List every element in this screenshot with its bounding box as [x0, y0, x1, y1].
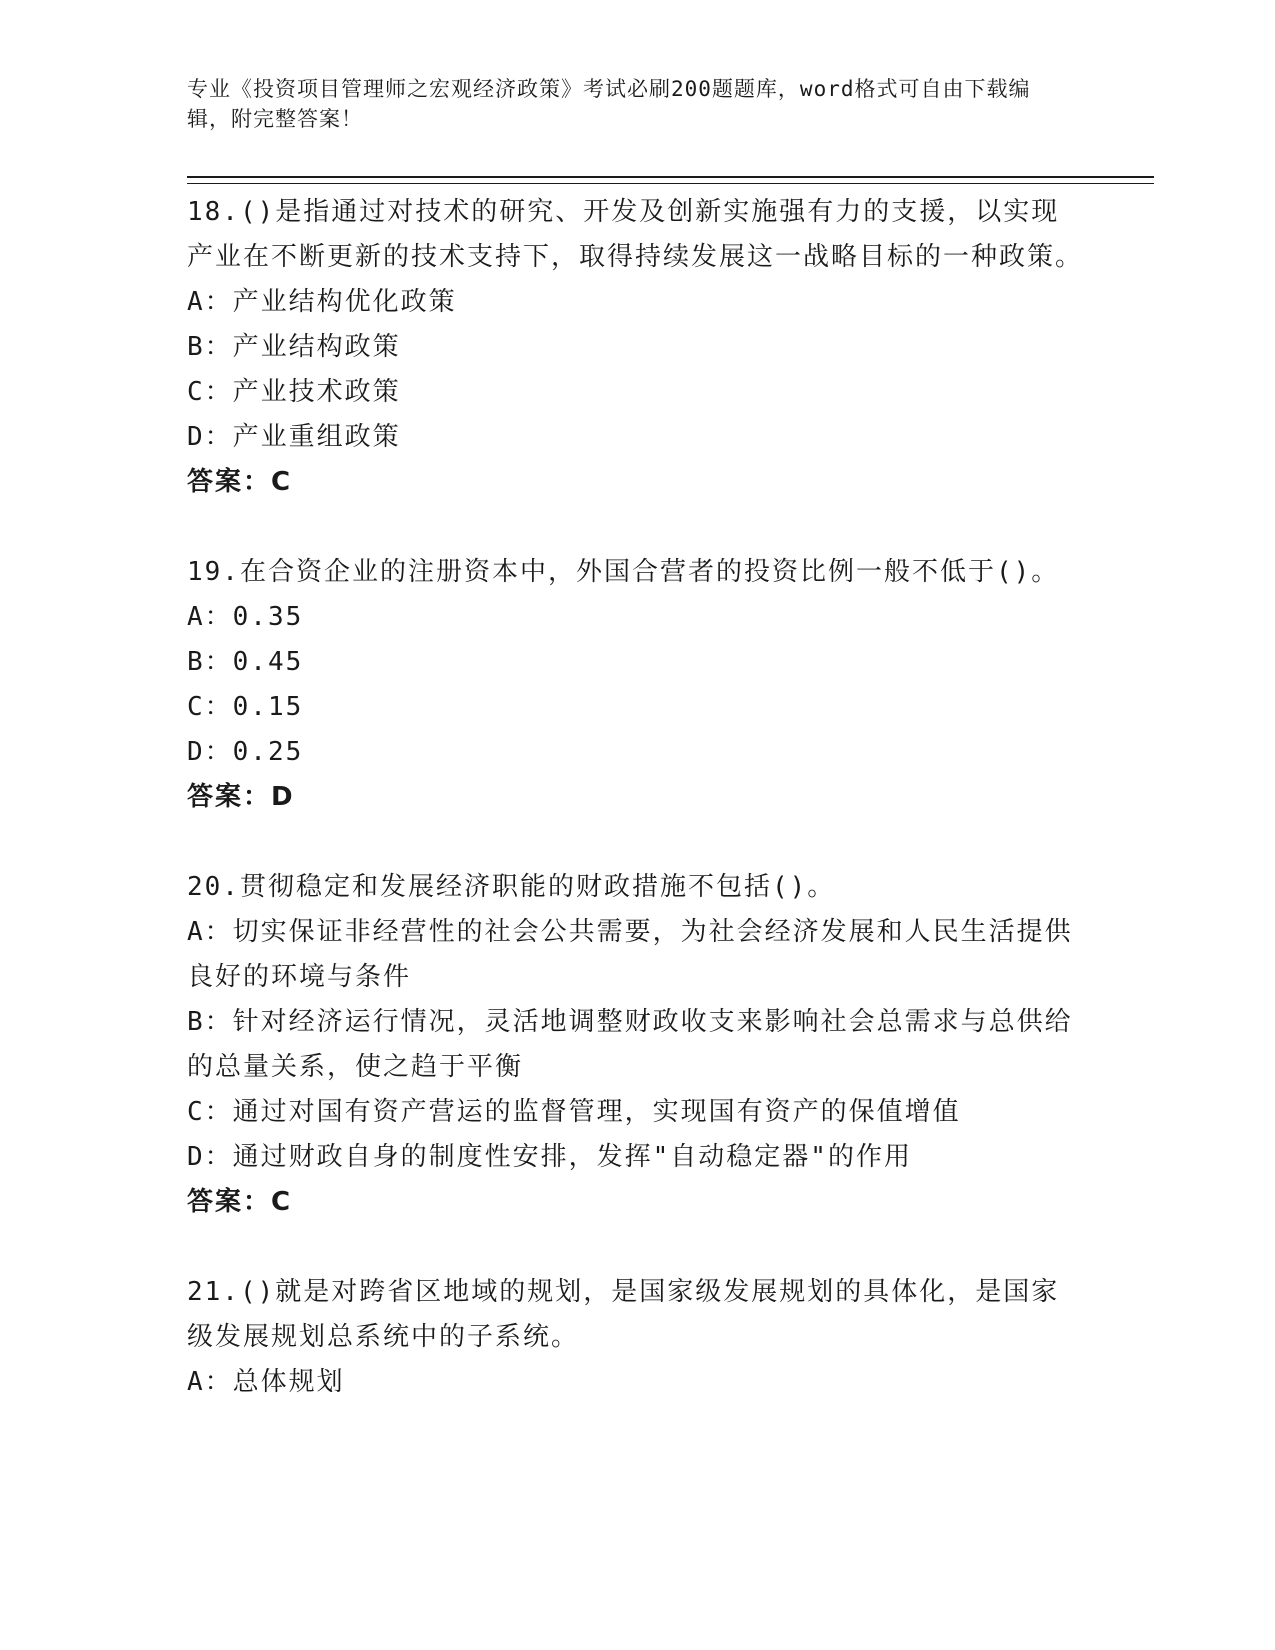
- answer-line: 答案：C: [187, 1187, 293, 1217]
- option-d: D：通过财政自身的制度性安排，发挥"自动稳定器"的作用: [187, 1142, 912, 1172]
- question-list: [187, 190, 1087, 1405]
- option-c: C：通过对国有资产营运的监督管理，实现国有资产的保值增值: [187, 1097, 961, 1127]
- question-spacer: [187, 1225, 1087, 1270]
- option-a: A：产业结构优化政策: [187, 287, 457, 317]
- option-b: B：0.45: [187, 647, 304, 677]
- question-21: [187, 1270, 1087, 1405]
- document-header: 专业《投资项目管理师之宏观经济政策》考试必刷200题题库，word格式可自由下载编辑，附完整答案！: [187, 77, 1031, 131]
- answer-line: 答案：D: [187, 782, 295, 812]
- option-a: A：切实保证非经营性的社会公共需要，为社会经济发展和人民生活提供良好的环境与条件: [187, 917, 1073, 992]
- question-spacer: [187, 820, 1087, 865]
- header-divider-thin: [187, 183, 1154, 184]
- option-d: D：0.25: [187, 737, 304, 767]
- question-20: [187, 865, 1087, 1225]
- option-b: B：产业结构政策: [187, 332, 401, 362]
- option-a: A：总体规划: [187, 1367, 345, 1397]
- question-spacer: [187, 505, 1087, 550]
- answer-line: 答案：C: [187, 467, 293, 497]
- option-c: C：产业技术政策: [187, 377, 401, 407]
- question-stem: 21.()就是对跨省区地域的规划，是国家级发展规划的具体化，是国家级发展规划总系统中的子系统。: [187, 1277, 1060, 1352]
- option-d: D：产业重组政策: [187, 422, 401, 452]
- header-divider-thick: [187, 176, 1154, 178]
- option-a: A：0.35: [187, 602, 304, 632]
- question-stem: 20.贯彻稳定和发展经济职能的财政措施不包括()。: [187, 872, 836, 902]
- option-b: B：针对经济运行情况，灵活地调整财政收支来影响社会总需求与总供给的总量关系，使之趋于平衡: [187, 1007, 1073, 1082]
- question-stem: 19.在合资企业的注册资本中，外国合营者的投资比例一般不低于()。: [187, 557, 1060, 587]
- question-stem: 18.()是指通过对技术的研究、开发及创新实施强有力的支援，以实现产业在不断更新的技术支持下，取得持续发展这一战略目标的一种政策。: [187, 197, 1084, 272]
- option-c: C：0.15: [187, 692, 304, 722]
- question-19: [187, 550, 1087, 820]
- question-18: [187, 190, 1087, 505]
